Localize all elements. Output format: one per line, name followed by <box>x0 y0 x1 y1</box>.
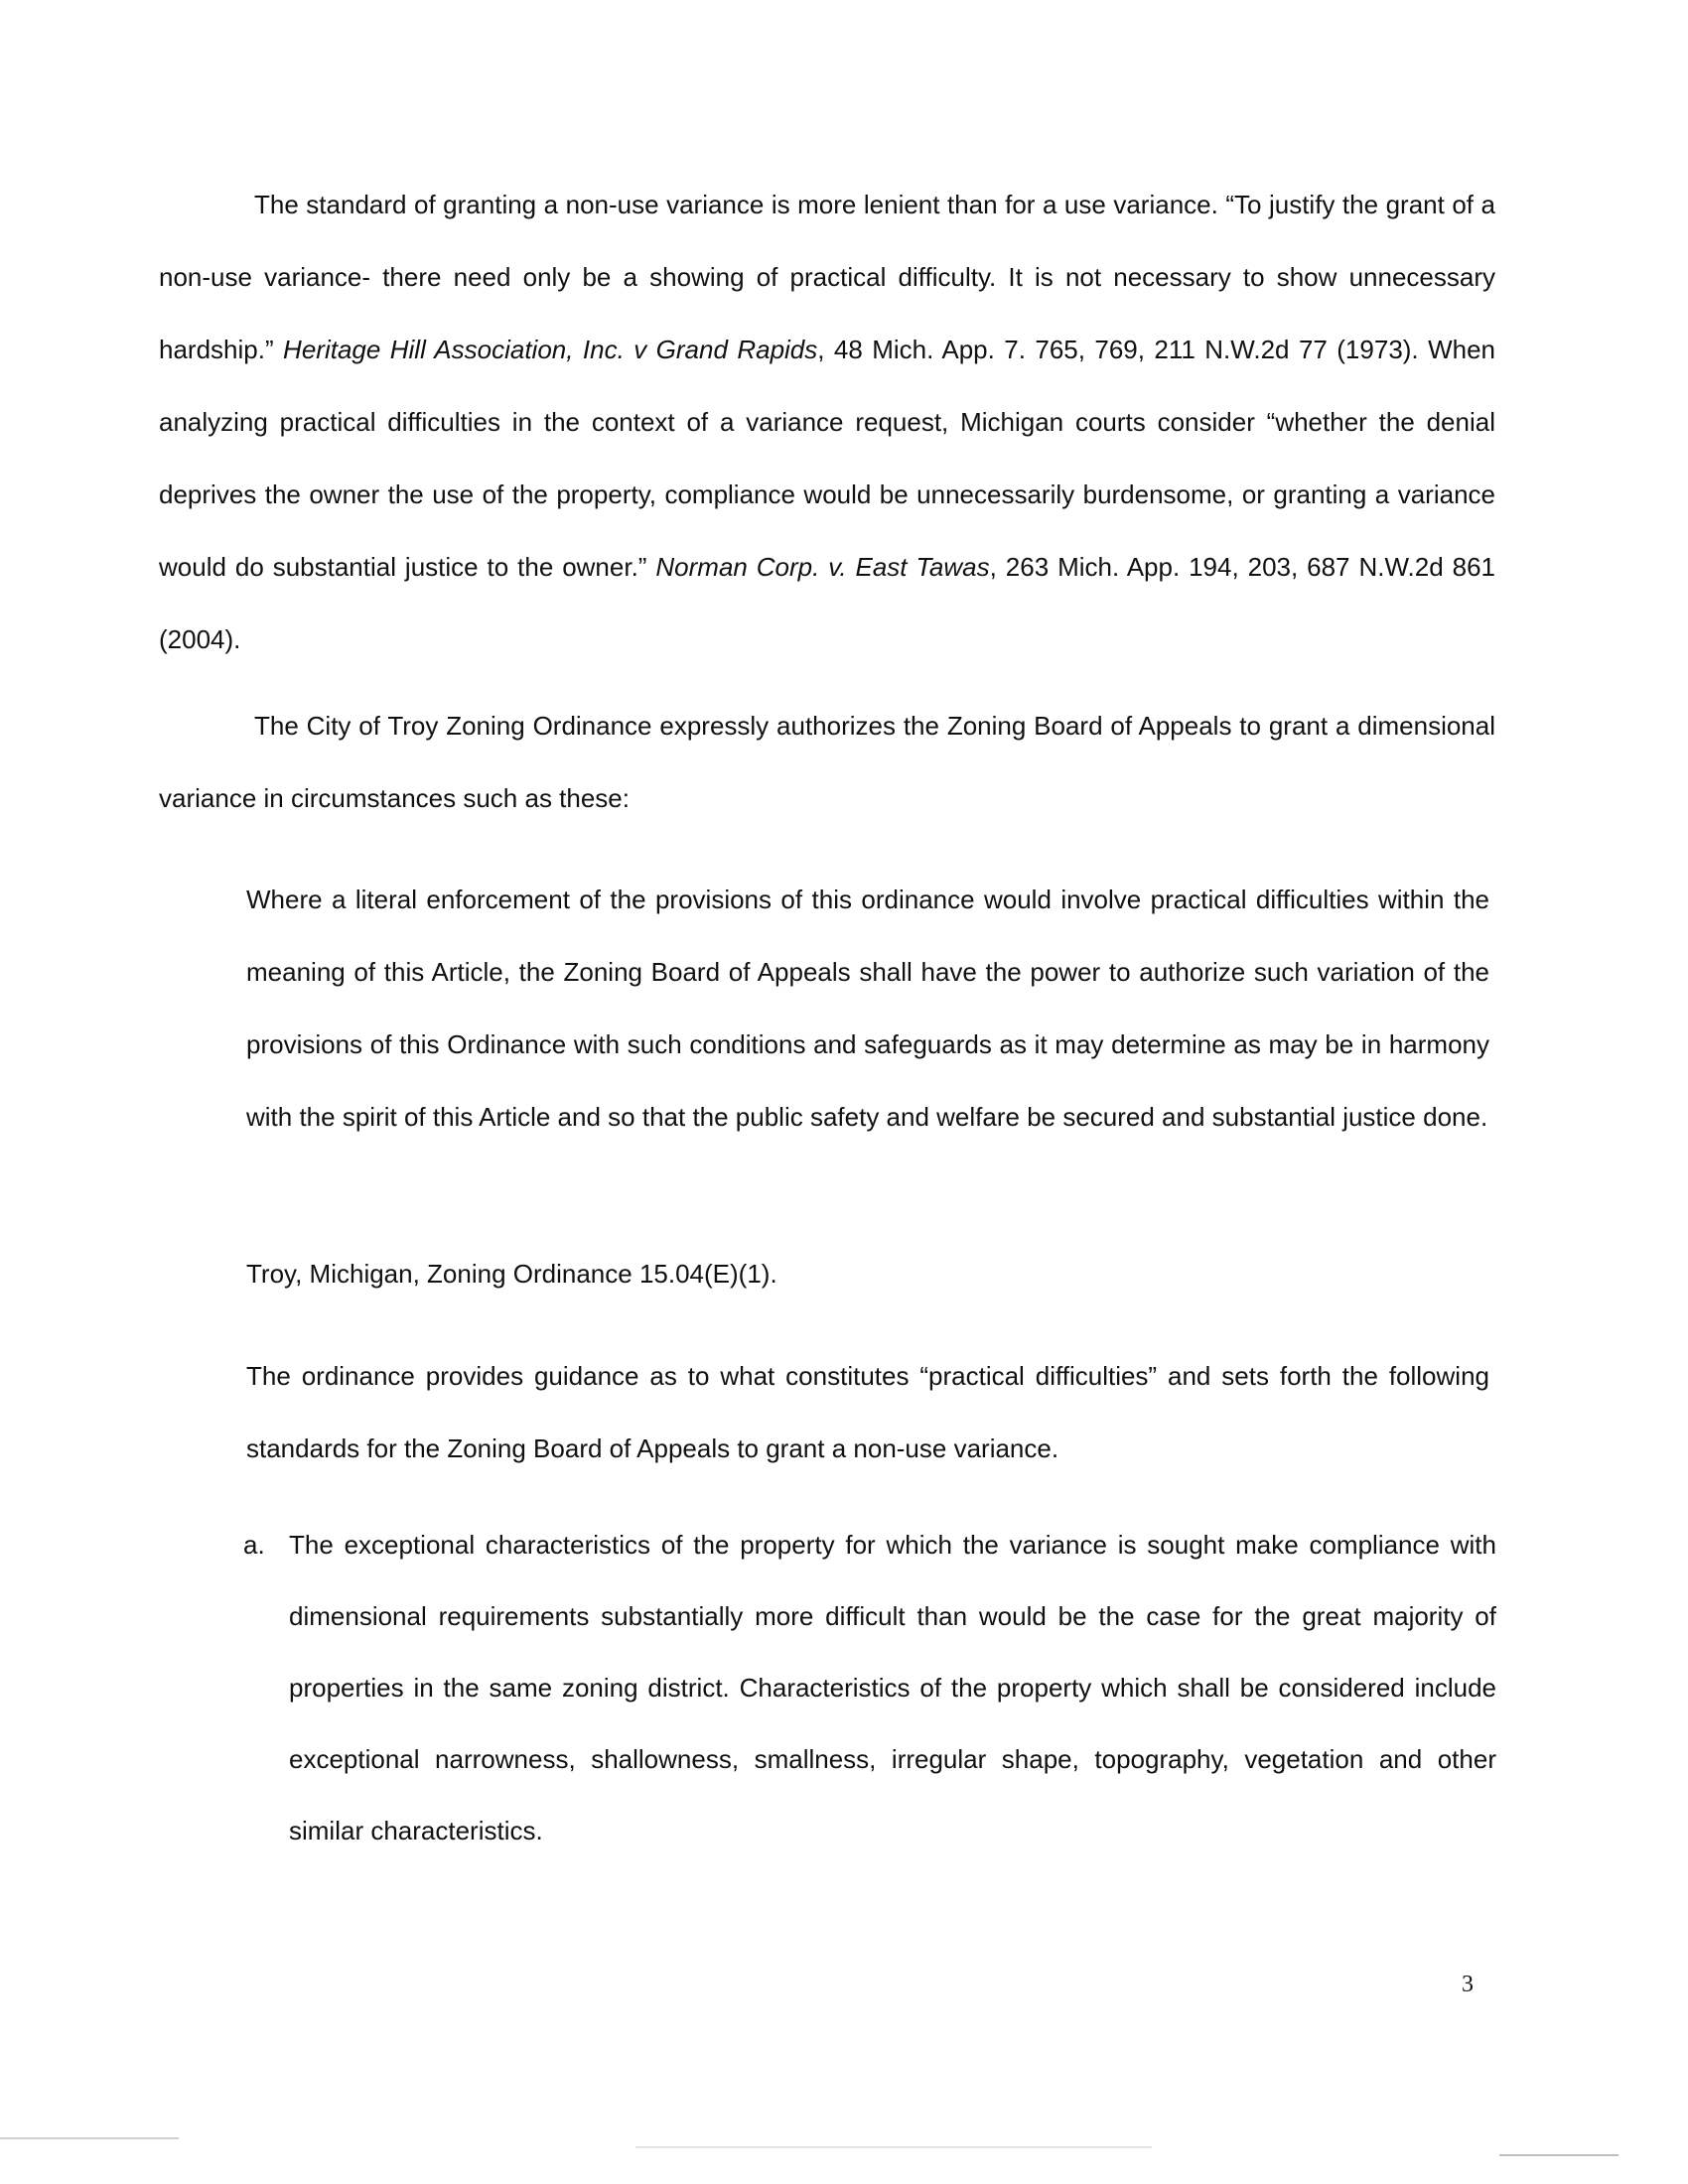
paragraph-text: The City of Troy Zoning Ordinance expressly authorizes the Zoning Board of Appeals to grant a dimensional variance in circumstances such as these: <box>159 711 1495 813</box>
paragraph-nonuse-standard <box>159 169 1495 676</box>
paragraph-troy-ordinance <box>159 690 1495 835</box>
paragraph-text: , 48 Mich. App. 7. 765, 769, 211 N.W.2d 77 (1973). When analyzing practical difficulties in the context of a variance request, Michigan courts consider “whether the denial deprives the owner the use of the property, compliance would be unnecessarily burdensome, or granting a variance would do substantial justice to the owner.” <box>159 335 1495 582</box>
scan-artifact-line <box>635 2146 1152 2148</box>
list-item <box>243 1509 1496 1866</box>
case-citation-norman-corp: Norman Corp. v. East Tawas <box>655 552 990 582</box>
case-citation-heritage-hill: Heritage Hill Association, Inc. v Grand Rapids <box>283 335 818 364</box>
ordinance-citation: Troy, Michigan, Zoning Ordinance 15.04(E)(1). <box>246 1259 777 1289</box>
page-number: 3 <box>1462 1972 1474 1997</box>
paragraph-ordinance-guidance: The ordinance provides guidance as to what constitutes “practical difficulties” and sets forth the following standards for the Zoning Board of Appeals to grant a non-use variance. <box>246 1361 1489 1463</box>
paragraph-text: , 263 Mich. App. 194, 203, 687 N.W.2d 861 (2004). <box>159 552 1495 654</box>
scan-artifact-line <box>0 2137 179 2139</box>
scan-artifact-line <box>1499 2154 1618 2156</box>
block-quote-ordinance: Where a literal enforcement of the provisions of this ordinance would involve practical difficulties within the meaning of this Article, the Zoning Board of Appeals shall have the power to authorize such variation of the provisions of this Ordinance with such conditions and safeguards as it may determine as may be in harmony with the spirit of this Article and so that the public safety and welfare be secured and substantial justice done. <box>246 885 1489 1132</box>
list-item-text: The exceptional characteristics of the property for which the variance is sought make compliance with dimensional requirements substantially more difficult than would be the case for the great majority of properties in the same zoning district. Characteristics of the property which shall be considered include exceptional narrowness, shallowness, smallness, irregular shape, topography, vegetation and other similar characteristics. <box>289 1530 1496 1845</box>
paragraph-text: The standard of granting a non-use variance is more lenient than for a use variance. “To justify the grant of a non-use variance- there need only be a showing of practical difficulty. It is not necessary to show unnecessary hardship.” <box>159 190 1495 364</box>
list-marker: a. <box>243 1530 265 1560</box>
